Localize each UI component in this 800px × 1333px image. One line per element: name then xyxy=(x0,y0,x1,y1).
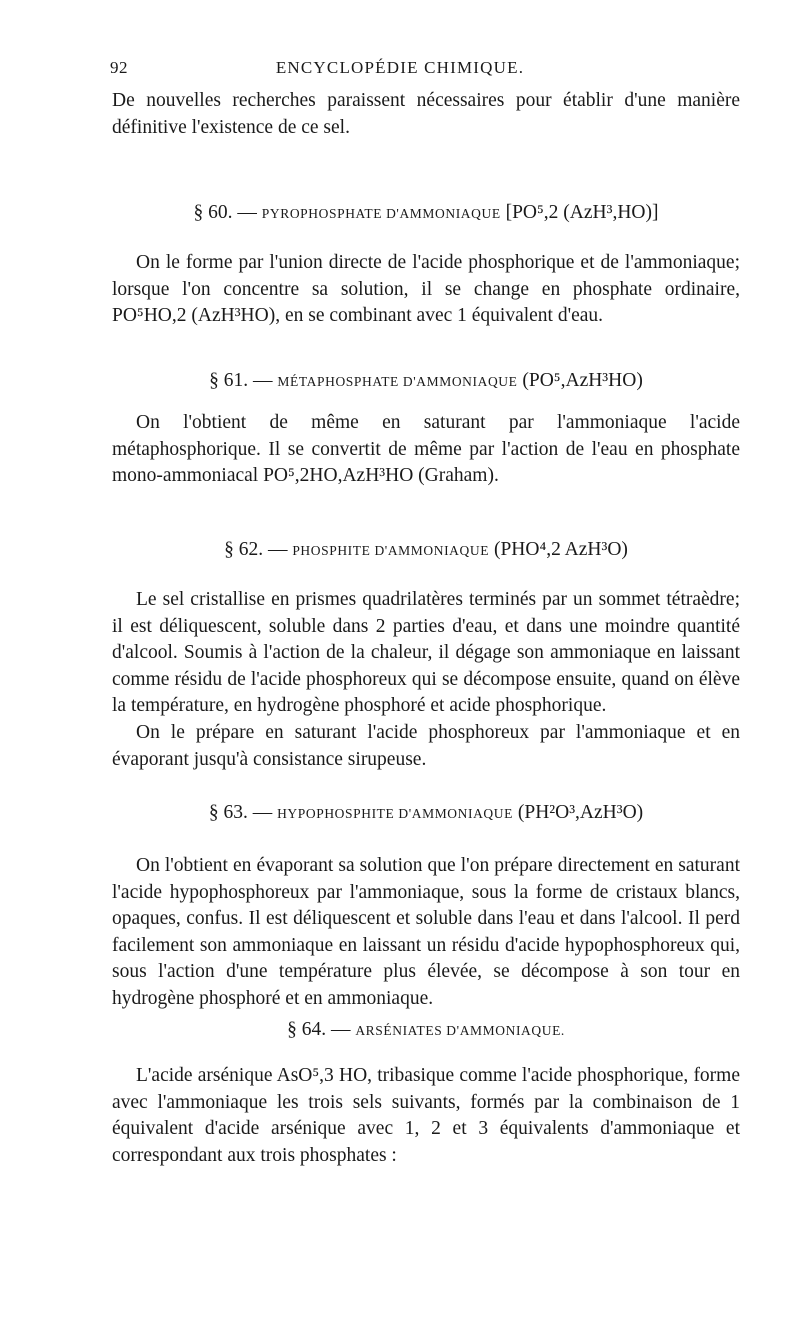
section-61-formula: (PO⁵,AzH³HO) xyxy=(522,370,643,391)
section-60-heading xyxy=(112,200,740,227)
section-62-paragraph-2: On le prépare en saturant l'acide phosphoreux par l'ammoniaque et en évaporant jusqu'à consistance sirupeuse. xyxy=(112,722,740,770)
section-62-heading xyxy=(112,537,740,564)
section-62-title: PHOSPHITE D'AMMONIAQUE xyxy=(292,543,490,558)
section-62-formula: (PHO⁴,2 AzH³O) xyxy=(493,539,628,560)
intro-paragraph: De nouvelles recherches paraissent nécessaires pour établir d'une manière définitive l'existence de ce sel. xyxy=(112,90,740,138)
section-63-number: § 63. — xyxy=(208,802,273,823)
section-61-paragraph: On l'obtient de même en saturant par l'ammoniaque l'acide métaphosphorique. Il se convertit de même par l'action de l'eau en phosphate mono-ammoniacal PO⁵,2HO,AzH³HO (Graham). xyxy=(112,412,740,486)
section-63-paragraph: On l'obtient en évaporant sa solution que l'on prépare directement en saturant l'acide hypophosphoreux par l'ammoniaque, sous la forme de cristaux blancs, opaques, confus. Il est déliquescent et soluble dans l'eau et dans l'alcool. Il perd facilement son ammoniaque en laissant un résidu d'acide hypophosphoreux qui, sous l'action d'une température plus élevée, se décompose à son tour en hydrogène phosphoré et en ammoniaque. xyxy=(112,855,740,1009)
section-60-number: § 60. — xyxy=(193,202,257,223)
section-63-heading xyxy=(112,800,740,827)
running-title: ENCYCLOPÉDIE CHIMIQUE. xyxy=(275,58,525,77)
section-63-title: HYPOPHOSPHITE D'AMMONIAQUE xyxy=(277,806,513,821)
section-61-heading xyxy=(112,368,740,395)
section-60-title: PYROPHOSPHATE D'AMMONIAQUE xyxy=(261,206,501,221)
section-64-heading xyxy=(112,1017,740,1044)
section-60-formula: [PO⁵,2 (AzH³,HO)] xyxy=(505,202,659,223)
running-head xyxy=(110,58,690,82)
section-64-paragraph: L'acide arsénique AsO⁵,3 HO, tribasique comme l'acide phosphorique, forme avec l'ammoniaque les trois sels suivants, formés par la combinaison de 1 équivalent d'acide arsénique avec 1, 2 et 3 équivalents d'ammoniaque et correspondant aux trois phosphates : xyxy=(112,1065,740,1166)
section-63-formula: (PH²O³,AzH³O) xyxy=(517,802,644,823)
section-64-title: ARSÉNIATES D'AMMONIAQUE. xyxy=(355,1023,565,1038)
section-60-paragraph: On le forme par l'union directe de l'acide phosphorique et de l'ammoniaque; lorsque l'on concentre sa solution, il se change en phosphate ordinaire, PO⁵HO,2 (AzH³HO), en se combinant avec 1 équivalent d'eau. xyxy=(112,252,740,326)
section-62-paragraph-1: Le sel cristallise en prismes quadrilatères terminés par un sommet tétraèdre; il est déliquescent, soluble dans 2 parties d'eau, et dans une moindre quantité d'alcool. Soumis à l'action de la chaleur, il dégage son ammoniaque en laissant comme résidu de l'acide phosphoreux qui se décompose ensuite, quand on élève la température, en hydrogène phosphoré et acide phosphorique. xyxy=(112,589,740,716)
section-64-number: § 64. — xyxy=(287,1019,351,1040)
section-61-title: MÉTAPHOSPHATE D'AMMONIAQUE xyxy=(277,374,518,389)
section-61-number: § 61. — xyxy=(209,370,273,391)
section-62-number: § 62. — xyxy=(224,539,288,560)
page-number: 92 xyxy=(110,58,128,77)
